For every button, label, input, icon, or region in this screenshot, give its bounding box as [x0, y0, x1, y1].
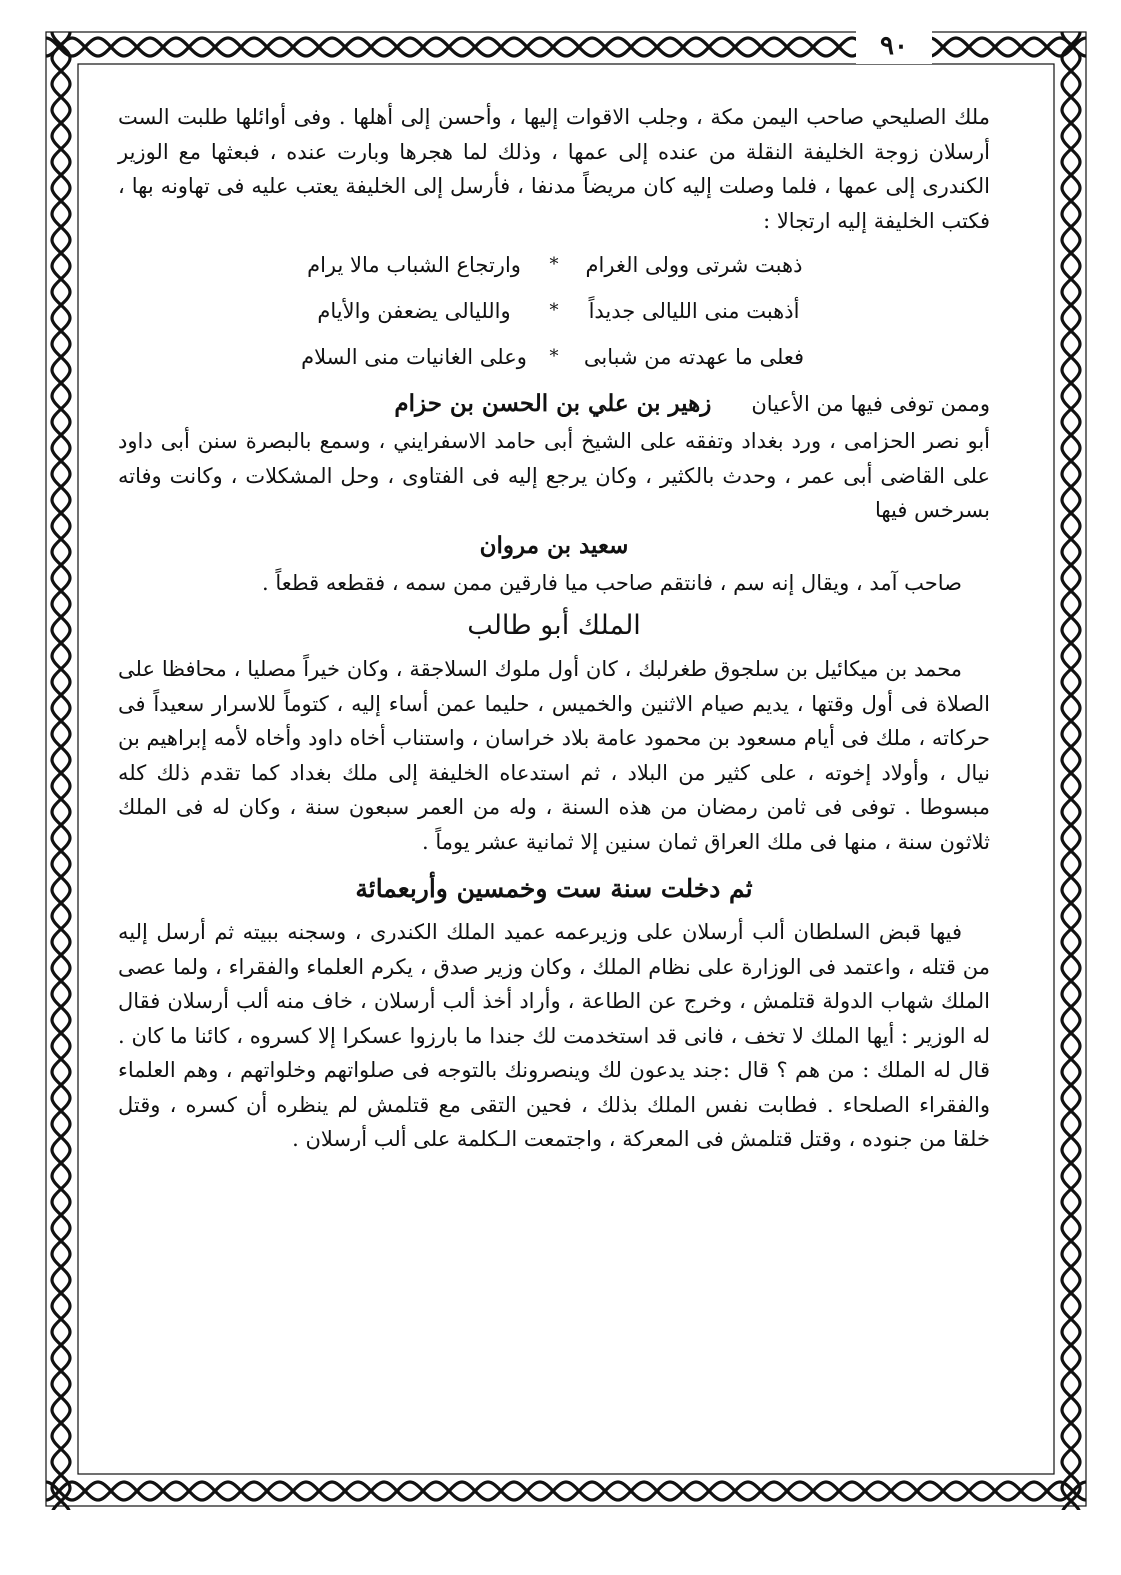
border-ornament — [1069, 121, 1074, 126]
border-ornament — [811, 45, 816, 50]
border-ornament — [1069, 563, 1074, 568]
border-ornament — [1069, 1447, 1074, 1452]
border-ornament — [1069, 1161, 1074, 1166]
border-ornament — [1069, 69, 1074, 74]
border-ornament — [1069, 1031, 1074, 1036]
border-ornament — [1069, 277, 1074, 282]
border-ornament — [59, 979, 64, 984]
border-ornament — [59, 1031, 64, 1036]
border-ornament — [1071, 1489, 1076, 1494]
border-ornament — [187, 45, 192, 50]
border-ornament — [629, 1489, 634, 1494]
border-ornament — [1069, 641, 1074, 646]
border-ornament — [265, 45, 270, 50]
border-ornament — [1069, 823, 1074, 828]
border-ornament — [59, 1291, 64, 1296]
border-ornament — [59, 1317, 64, 1322]
border-ornament — [59, 277, 64, 282]
border-ornament — [343, 45, 348, 50]
verse-second-hemistich: وعلى الغانيات منى السلام — [301, 345, 527, 369]
obituary-heading — [118, 526, 990, 566]
border-ornament — [1069, 1499, 1074, 1504]
border-ornament — [1069, 1239, 1074, 1244]
border-ornament — [447, 45, 452, 50]
border-ornament — [59, 329, 64, 334]
border-ornament — [967, 1489, 972, 1494]
obituary-heading — [118, 384, 990, 424]
border-ornament — [59, 875, 64, 880]
border-ornament — [59, 225, 64, 230]
border-ornament — [1069, 771, 1074, 776]
border-ornament — [395, 45, 400, 50]
border-ornament — [1069, 1291, 1074, 1296]
section-paragraph: فيها قبض السلطان ألب أرسلان على وزيرعمه عميد الملك الكندرى ، وسجنه ببيته ثم أرسل إليه من قتله ، واعتمد فى الوزارة على نظام الملك ، وكان وزير صدق ، يكرم العلماء والفقراء ، ولما عصى الملك شهاب الدولة قتلمش ، وخرج عن الطاعة ، وأراد أخذ ألب أرسلان ، خاف منه ألب أرسلان فقال له الوزير : أيها الملك لا تخف ، فانى قد استخدمت لك جندا ما بارزوا عسكرا إلا كسروه ، كائنا ما كان . قال له الملك : من هم ؟ قال :جند يدعون لك وينصرونك بالتوجه فى صلواتهم وخلواتهم ، وهم العلماء والفقراء الصلحاء . فطابت نفس الملك بذلك ، فحين التقى مع قتلمش لم ينظره أن كسره ، وقتل خلقا من جنوده ، وقتل قتلمش فى المعركة ، واجتمعت الـكلمة على ألب أرسلان . — [118, 920, 990, 1151]
border-ornament — [421, 1489, 426, 1494]
border-ornament — [1069, 433, 1074, 438]
border-ornament — [59, 719, 64, 724]
border-ornament — [863, 1489, 868, 1494]
border-ornament — [941, 1489, 946, 1494]
verse-first-hemistich: أذهبت منى الليالى جديداً — [588, 299, 800, 323]
border-ornament — [759, 45, 764, 50]
border-ornament — [1069, 1057, 1074, 1062]
border-ornament — [369, 45, 374, 50]
border-ornament — [59, 433, 64, 438]
verse-first-hemistich: فعلى ما عهدته من شبابى — [583, 345, 805, 369]
border-ornament — [551, 45, 556, 50]
border-ornament — [59, 1395, 64, 1400]
border-ornament — [239, 1489, 244, 1494]
border-ornament — [837, 1489, 842, 1494]
section-heading: الملك أبو طالب — [467, 610, 641, 641]
border-ornament — [1045, 45, 1050, 50]
border-ornament — [59, 43, 64, 48]
border-ornament — [59, 901, 64, 906]
border-ornament — [187, 1489, 192, 1494]
verse-second-hemistich: والليالى يضعفن والأيام — [317, 299, 511, 323]
border-ornament — [1069, 1395, 1074, 1400]
border-ornament — [1045, 1489, 1050, 1494]
border-ornament — [59, 69, 64, 74]
border-ornament — [59, 407, 64, 412]
border-ornament — [1069, 199, 1074, 204]
border-ornament — [59, 147, 64, 152]
border-ornament — [1069, 745, 1074, 750]
verse-separator: * — [549, 346, 559, 367]
border-ornament — [59, 251, 64, 256]
border-ornament — [57, 1489, 62, 1494]
border-ornament — [1069, 1369, 1074, 1374]
border-ornament — [395, 1489, 400, 1494]
border-ornament — [213, 45, 218, 50]
verse-line — [118, 334, 990, 380]
border-ornament — [161, 45, 166, 50]
border-ornament — [707, 45, 712, 50]
deaths-intro: وممن توفى فيها من الأعيان — [751, 392, 990, 416]
border-ornament — [1069, 537, 1074, 542]
border-ornament — [59, 1499, 64, 1504]
border-ornament — [1069, 1109, 1074, 1114]
person-name: زهير بن علي بن الحسن بن حزام — [394, 390, 712, 417]
border-ornament — [59, 771, 64, 776]
border-ornament — [1069, 251, 1074, 256]
border-ornament — [1069, 1343, 1074, 1348]
border-ornament — [291, 1489, 296, 1494]
border-ornament — [59, 355, 64, 360]
border-ornament — [59, 537, 64, 542]
border-ornament — [1069, 511, 1074, 516]
border-ornament — [83, 45, 88, 50]
border-ornament — [1069, 225, 1074, 230]
border-ornament — [317, 1489, 322, 1494]
border-ornament — [59, 1265, 64, 1270]
border-ornament — [59, 1109, 64, 1114]
border-ornament — [109, 1489, 114, 1494]
border-ornament — [1069, 797, 1074, 802]
border-ornament — [1069, 95, 1074, 100]
border-ornament — [59, 121, 64, 126]
border-ornament — [1069, 1317, 1074, 1322]
border-ornament — [733, 1489, 738, 1494]
border-ornament — [525, 45, 530, 50]
border-ornament — [135, 45, 140, 50]
border-ornament — [1069, 147, 1074, 152]
border-ornament — [1069, 1083, 1074, 1088]
border-ornament — [161, 1489, 166, 1494]
border-ornament — [1069, 849, 1074, 854]
person-biography: أبو نصر الحزامى ، ورد بغداد وتفقه على الشيخ أبى حامد الاسفرايني ، وسمع بالبصرة سنن أبى داود على القاضى أبى عمر ، وحدث بالكثير ، وكان يرجع إليه فى الفتاوى ، وحل المشكلات ، وكانت وفاته بسرخس فيها — [118, 429, 990, 522]
border-ornament — [1069, 407, 1074, 412]
border-ornament — [1069, 901, 1074, 906]
border-ornament — [1069, 329, 1074, 334]
border-ornament — [551, 1489, 556, 1494]
border-ornament — [603, 1489, 608, 1494]
border-ornament — [59, 641, 64, 646]
border-ornament — [59, 485, 64, 490]
border-ornament — [1019, 45, 1024, 50]
border-ornament — [59, 927, 64, 932]
border-ornament — [213, 1489, 218, 1494]
border-ornament — [1069, 355, 1074, 360]
border-ornament — [1069, 459, 1074, 464]
border-ornament — [577, 45, 582, 50]
border-ornament — [369, 1489, 374, 1494]
border-ornament — [785, 45, 790, 50]
section-paragraph: محمد بن ميكائيل بن سلجوق طغرلبك ، كان أول ملوك السلاجقة ، وكان خيراً مصليا ، محافظا على الصلاة فى أول وقتها ، يديم صيام الاثنين والخميس ، حليما عمن أساء إليه ، كتوماً للاسرار سعيداً فى حركاته ، ملك فى أيام مسعود بن محمود عامة بلاد خراسان ، واستناب أخاه داود وأخاه لأمه إبراهيم بن نيال ، وأولاد إخوته ، على كثير من البلاد ، ثم استدعاه الخليفة إلى ملك بغداد كما تقدم ذلك كله مبسوطا . توفى فى ثامن رمضان من هذه السنة ، وله من العمر سبعون سنة ، وكان له فى الملك ثلاثون سنة ، منها فى ملك العراق ثمان سنين إلا ثمانية عشر يوماً . — [118, 657, 990, 854]
border-ornament — [1069, 1135, 1074, 1140]
border-ornament — [785, 1489, 790, 1494]
border-ornament — [655, 45, 660, 50]
border-ornament — [46, 1482, 1086, 1500]
border-ornament — [59, 745, 64, 750]
poem — [118, 242, 990, 380]
border-ornament — [941, 45, 946, 50]
border-ornament — [655, 1489, 660, 1494]
border-ornament — [59, 953, 64, 958]
border-ornament — [59, 511, 64, 516]
border-ornament — [59, 95, 64, 100]
border-ornament — [447, 1489, 452, 1494]
border-ornament — [421, 45, 426, 50]
border-ornament — [59, 381, 64, 386]
verse-separator: * — [549, 254, 559, 275]
verse-second-hemistich: وارتجاع الشباب مالا يرام — [307, 253, 521, 277]
border-ornament — [993, 45, 998, 50]
border-ornament — [59, 199, 64, 204]
border-ornament — [265, 1489, 270, 1494]
border-ornament — [59, 563, 64, 568]
border-ornament — [59, 459, 64, 464]
border-ornament — [681, 45, 686, 50]
border-ornament — [59, 667, 64, 672]
border-ornament — [1069, 43, 1074, 48]
border-ornament — [239, 45, 244, 50]
verse-separator: * — [549, 300, 559, 321]
border-ornament — [59, 303, 64, 308]
border-ornament — [1069, 485, 1074, 490]
border-ornament — [499, 45, 504, 50]
border-ornament — [59, 1213, 64, 1218]
border-ornament — [59, 1421, 64, 1426]
verse-line — [118, 242, 990, 288]
border-ornament — [1069, 927, 1074, 932]
border-ornament — [837, 45, 842, 50]
border-ornament — [1069, 381, 1074, 386]
border-ornament — [59, 693, 64, 698]
border-ornament — [1069, 1265, 1074, 1270]
border-ornament — [59, 173, 64, 178]
border-ornament — [1019, 1489, 1024, 1494]
border-ornament — [967, 45, 972, 50]
border-ornament — [525, 1489, 530, 1494]
border-ornament — [1069, 173, 1074, 178]
border-ornament — [759, 1489, 764, 1494]
border-ornament — [59, 1187, 64, 1192]
border-ornament — [59, 1473, 64, 1478]
border-ornament — [291, 45, 296, 50]
border-ornament — [1069, 1187, 1074, 1192]
border-ornament — [1069, 667, 1074, 672]
border-ornament — [629, 45, 634, 50]
border-ornament — [1069, 303, 1074, 308]
border-ornament — [603, 45, 608, 50]
border-ornament — [1069, 875, 1074, 880]
border-ornament — [317, 45, 322, 50]
border-ornament — [993, 1489, 998, 1494]
verse-line — [118, 288, 990, 334]
border-ornament — [59, 823, 64, 828]
border-ornament — [889, 1489, 894, 1494]
border-ornament — [1069, 1005, 1074, 1010]
border-ornament — [109, 45, 114, 50]
border-ornament — [59, 797, 64, 802]
border-ornament — [1069, 1473, 1074, 1478]
year-heading: ثم دخلت سنة ست وخمسين وأربعمائة — [355, 874, 753, 903]
border-ornament — [59, 615, 64, 620]
border-ornament — [59, 1369, 64, 1374]
border-ornament — [811, 1489, 816, 1494]
border-ornament — [59, 1083, 64, 1088]
border-ornament — [1069, 979, 1074, 984]
border-ornament — [59, 589, 64, 594]
verse-first-hemistich: ذهبت شرتى وولى الغرام — [585, 253, 803, 277]
border-ornament — [1069, 615, 1074, 620]
border-ornament — [135, 1489, 140, 1494]
border-ornament — [473, 1489, 478, 1494]
intro-paragraph: ملك الصليحي صاحب اليمن مكة ، وجلب الاقوات إليها ، وأحسن إلى أهلها . وفى أوائلها طلبت الست أرسلان زوجة الخليفة النقلة من عنده إلى عمها ، وذلك لما هجرها وبارت عنده ، فبعثها مع الوزير الكندرى إلى عمها ، فلما وصلت إليه كان مريضاً مدنفا ، فأرسل إلى الخليفة يعتب عليه فى تهاونه بها ، فكتب الخليفة إليه ارتجالا : — [118, 105, 990, 233]
border-ornament — [59, 1057, 64, 1062]
border-ornament — [1069, 1213, 1074, 1218]
border-ornament — [1069, 953, 1074, 958]
person-biography: صاحب آمد ، ويقال إنه سم ، فانتقم صاحب ميا فارقين ممن سمه ، فقطعه قطعاً . — [262, 570, 962, 595]
border-ornament — [59, 1135, 64, 1140]
border-ornament — [915, 1489, 920, 1494]
border-ornament — [59, 1239, 64, 1244]
border-ornament — [59, 1447, 64, 1452]
border-ornament — [1069, 589, 1074, 594]
page-body — [118, 100, 990, 1157]
page-number: ٩٠ — [856, 28, 932, 64]
border-ornament — [707, 1489, 712, 1494]
border-ornament — [59, 1343, 64, 1348]
border-ornament — [577, 1489, 582, 1494]
border-ornament — [59, 1161, 64, 1166]
border-ornament — [1069, 1421, 1074, 1426]
border-ornament — [499, 1489, 504, 1494]
border-ornament — [473, 45, 478, 50]
border-ornament — [733, 45, 738, 50]
border-ornament — [1069, 693, 1074, 698]
border-ornament — [1069, 719, 1074, 724]
border-ornament — [46, 1482, 1086, 1500]
border-ornament — [59, 1005, 64, 1010]
person-name: سعيد بن مروان — [479, 531, 629, 559]
border-ornament — [343, 1489, 348, 1494]
border-ornament — [83, 1489, 88, 1494]
border-ornament — [59, 849, 64, 854]
border-ornament — [681, 1489, 686, 1494]
